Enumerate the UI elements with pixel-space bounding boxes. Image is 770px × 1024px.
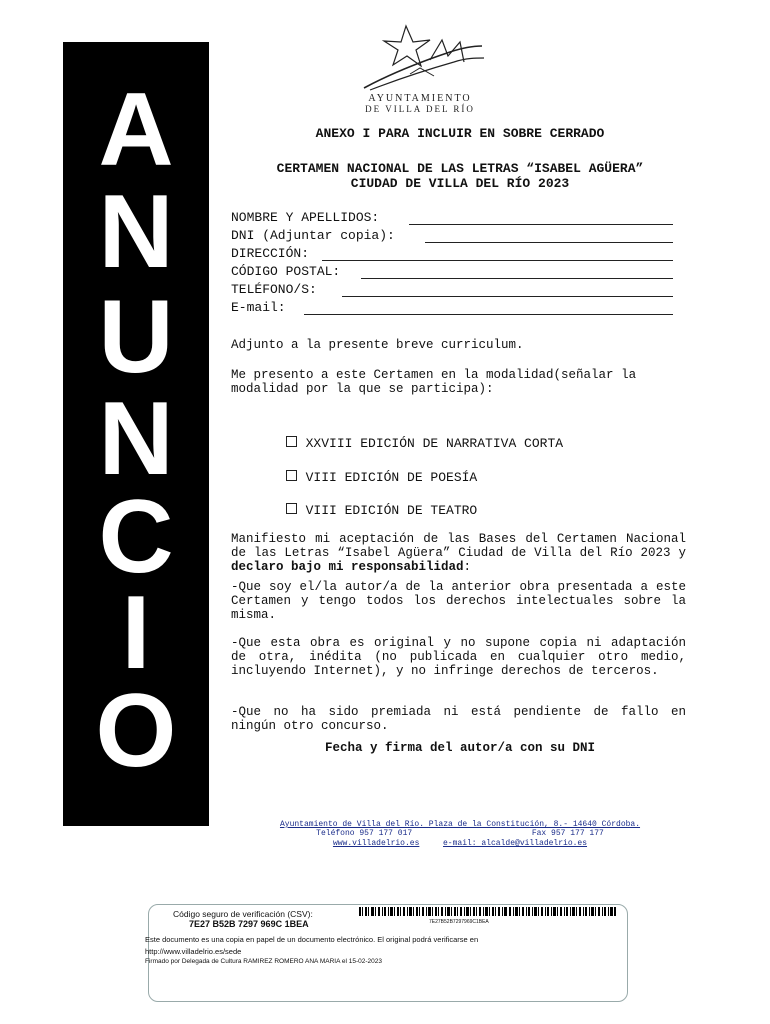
name-field[interactable] [409, 224, 673, 225]
option-poetry[interactable] [270, 455, 477, 485]
acceptance-statement [231, 532, 686, 574]
contest-subtitle: CIUDAD DE VILLA DEL RÍO 2023 [350, 176, 570, 191]
checkbox-narrative[interactable] [286, 436, 297, 447]
banner-letter-n: N [98, 174, 174, 290]
checkbox-theatre[interactable] [286, 503, 297, 514]
acceptance-text: Manifiesto mi aceptación de las Bases del Certamen Nacional de las Letras “Isabel Agüera” Ciudad de Villa del Río 2023 y [231, 532, 686, 560]
barcode-icon [359, 907, 509, 916]
csv-small-code: 7E27B52B7297969C1BEA [429, 919, 489, 925]
banner-letter-i: I [121, 575, 151, 691]
banner-letter-a: A [98, 72, 174, 188]
footer-website-link[interactable]: www.villadelrio.es [332, 839, 420, 848]
option-theatre[interactable] [270, 488, 477, 518]
postal-code-label: CÓDIGO POSTAL: [231, 264, 341, 279]
logo-text-top: AYUNTAMIENTO [368, 93, 472, 104]
footer-email-link[interactable]: e-mail: alcalde@villadelrio.es [443, 839, 588, 848]
declaration-authorship: -Que soy el/la autor/a de la anterior obra presentada a este Certamen y tengo todos los derechos intelectuales sobre la misma. [231, 580, 686, 622]
modality-statement: Me presento a este Certamen en la modalidad(señalar la modalidad por la que se participa): [231, 368, 637, 396]
anuncio-banner [63, 42, 209, 826]
barcode-icon-2 [509, 907, 617, 916]
csv-code: 7E27 B52B 7297 969C 1BEA [189, 919, 309, 929]
declaration-original: -Que esta obra es original y no supone copia ni adaptación de otra, inédita (no publicada en cualquier otro medio, incluyendo Internet), y no infringe derechos de terceros. [231, 636, 686, 678]
dni-field[interactable] [425, 242, 673, 243]
checkbox-poetry[interactable] [286, 470, 297, 481]
town-hall-logo [350, 22, 490, 118]
phone-label: TELÉFONO/S: [231, 282, 317, 297]
logo-text-bottom: DE VILLA DEL RÍO [365, 104, 475, 114]
csv-label: Código seguro de verificación (CSV): [173, 909, 313, 919]
banner-letter-n2: N [98, 381, 174, 497]
declaration-unawarded: -Que no ha sido premiada ni está pendiente de fallo en ningún otro concurso. [231, 705, 686, 733]
signature-line: Fecha y firma del autor/a con su DNI [324, 741, 596, 755]
banner-letter-c: C [98, 479, 174, 595]
option-narrative[interactable] [270, 421, 563, 451]
option-poetry-label: VIII EDICIÓN DE POESÍA [305, 470, 478, 485]
phone-field[interactable] [342, 296, 673, 297]
address-field[interactable] [322, 260, 673, 261]
csv-copy-notice: Este documento es una copia en papel de un documento electrónico. El original podrá verificarse en [145, 935, 479, 944]
acceptance-bold: declaro bajo mi responsabilidad [231, 560, 464, 574]
banner-letter-o: O [95, 673, 177, 789]
footer-fax: Fax 957 177 177 [531, 829, 604, 838]
csv-signed-by: Firmado por Delegada de Cultura RAMIREZ ROMERO ANA MARIA el 15-02-2023 [145, 958, 382, 965]
csv-verify-url[interactable]: http://www.villadelrio.es/sede [145, 947, 242, 956]
footer-address-text: Ayuntamiento de Villa del Río. Plaza de la Constitución, 8.- 14640 Córdoba. [279, 820, 641, 829]
email-field[interactable] [304, 314, 673, 315]
option-narrative-label: XXVIII EDICIÓN DE NARRATIVA CORTA [305, 436, 564, 451]
name-label: NOMBRE Y APELLIDOS: [231, 210, 380, 225]
footer-phone: Teléfono 957 177 017 [316, 829, 413, 838]
banner-letter-u: U [98, 279, 174, 395]
annex-title: ANEXO I PARA INCLUIR EN SOBRE CERRADO [315, 126, 605, 141]
contest-title: CERTAMEN NACIONAL DE LAS LETRAS “ISABEL AGÜERA” [276, 161, 644, 176]
acceptance-colon: : [463, 560, 472, 574]
footer-links [232, 839, 688, 849]
dni-label: DNI (Adjuntar copia): [231, 228, 395, 243]
address-label: DIRECCIÓN: [231, 246, 310, 261]
option-theatre-label: VIII EDICIÓN DE TEATRO [305, 503, 478, 518]
csv-verification-box [145, 904, 628, 1002]
postal-code-field[interactable] [361, 278, 673, 279]
star-logo-icon [350, 22, 490, 94]
cv-statement: Adjunto a la presente breve curriculum. [231, 338, 524, 352]
email-label: E-mail: [231, 300, 286, 315]
footer-phones [232, 829, 688, 839]
